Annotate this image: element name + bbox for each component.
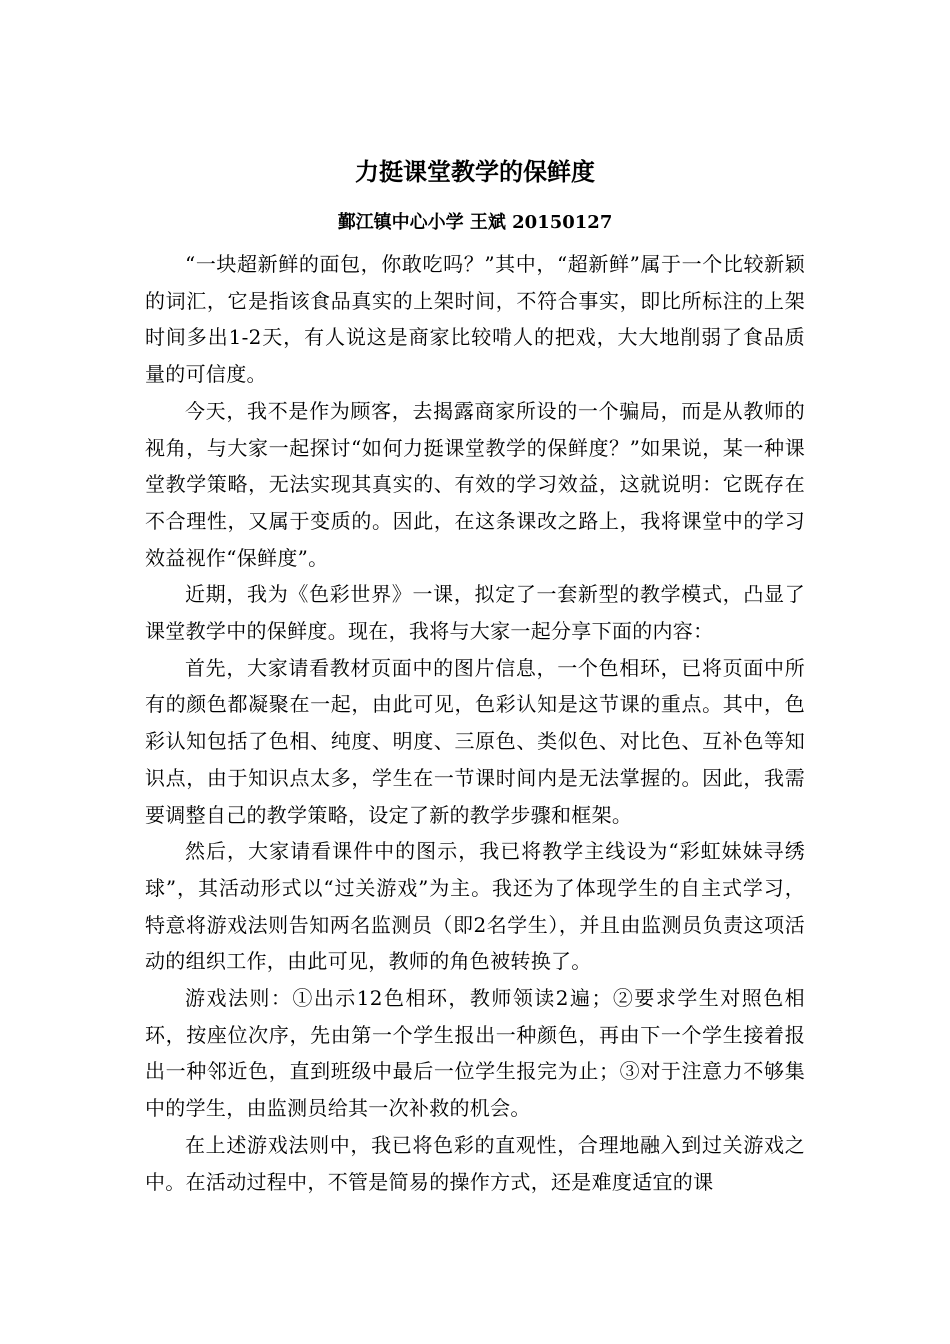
paragraph: 今天，我不是作为顾客，去揭露商家所设的一个骗局，而是从教师的视角，与大家一起探讨“如何力挺课堂教学的保鲜度？”如果说，某一种课堂教学策略，无法实现其真实的、有效的学习效益，这就说明：它既存在不合理性，又属于变质的。因此，在这条课改之路上，我将课堂中的学习效益视作“保鲜度”。	[145, 398, 805, 570]
paragraph: 首先，大家请看教材页面中的图片信息，一个色相环，已将页面中所有的颜色都凝聚在一起，由此可见，色彩认知是这节课的重点。其中，色彩认知包括了色相、纯度、明度、三原色、类似色、对比色、互补色等知识点，由于知识点太多，学生在一节课时间内是无法掌握的。因此，我需要调整自己的教学策略，设定了新的教学步骤和框架。	[145, 655, 805, 827]
paragraph: 在上述游戏法则中，我已将色彩的直观性，合理地融入到过关游戏之中。在活动过程中，不管是简易的操作方式，还是难度适宜的课	[145, 1132, 805, 1194]
document-body	[145, 246, 805, 1200]
document-title: 力挺课堂教学的保鲜度	[355, 157, 595, 186]
paragraph: 然后，大家请看课件中的图示，我已将教学主线设为“彩虹妹妹寻绣球”，其活动形式以“过关游戏”为主。我还为了体现学生的自主式学习，特意将游戏法则告知两名监测员（即2名学生），并且由监测员负责这项活动的组织工作，由此可见，教师的角色被转换了。	[145, 839, 805, 974]
paragraph: 游戏法则：①出示12色相环，教师领读2遍；②要求学生对照色相环，按座位次序，先由第一个学生报出一种颜色，再由下一个学生接着报出一种邻近色，直到班级中最后一位学生报完为止；③对于注意力不够集中的学生，由监测员给其一次补救的机会。	[145, 986, 805, 1121]
paragraph: 近期，我为《色彩世界》一课，拟定了一套新型的教学模式，凸显了课堂教学中的保鲜度。现在，我将与大家一起分享下面的内容：	[145, 582, 805, 644]
paragraph: “一块超新鲜的面包，你敢吃吗？”其中，“超新鲜”属于一个比较新颖的词汇，它是指该食品真实的上架时间，不符合事实，即比所标注的上架时间多出1-2天，有人说这是商家比较啃人的把戏，大大地削弱了食品质量的可信度。	[145, 252, 805, 387]
author-line: 鄞江镇中心小学 王斌 20150127	[337, 212, 613, 233]
